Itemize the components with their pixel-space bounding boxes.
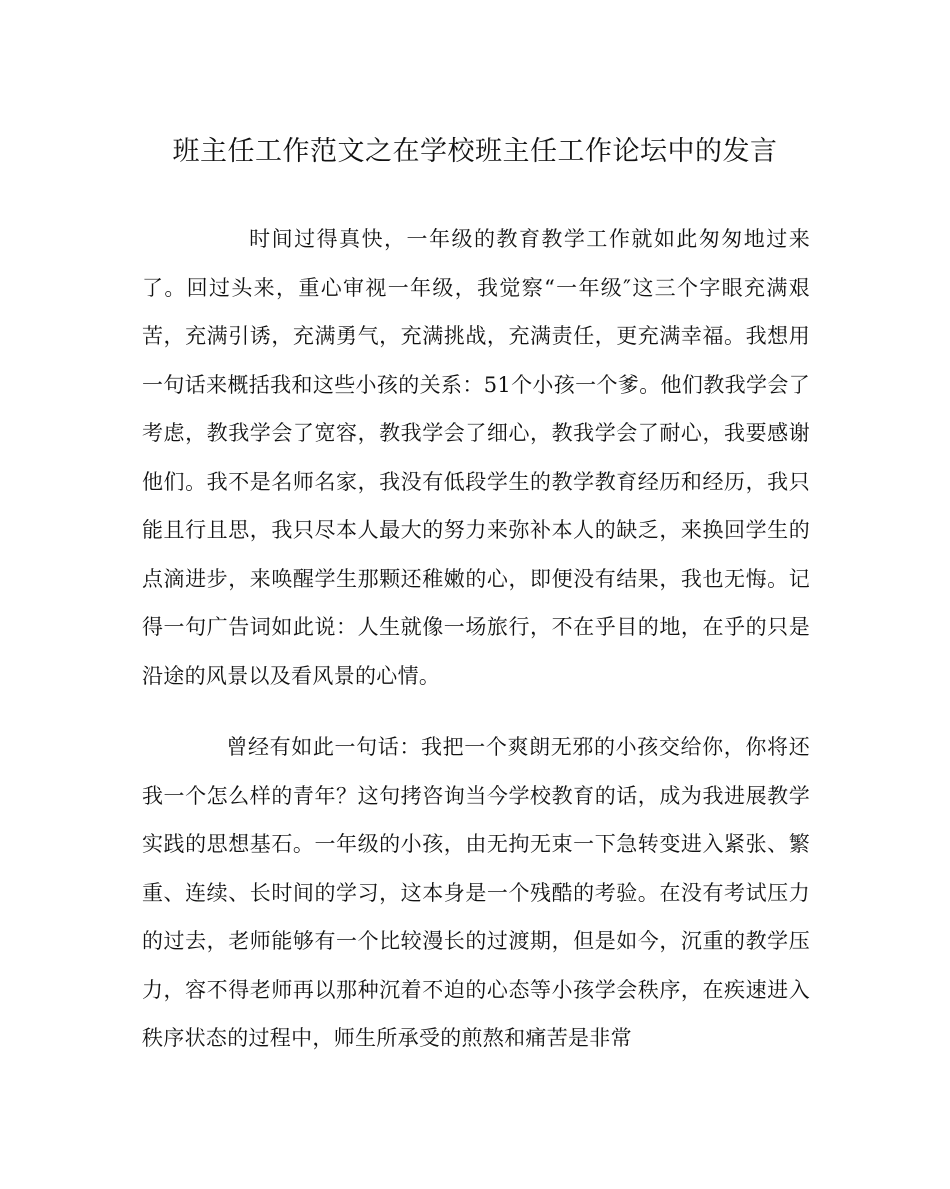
paragraph-2: [142, 723, 810, 1063]
paragraph-1-text: 时间过得真快，一年级的教育教学工作就如此匆匆地过来了。回过头来，重心审视一年级，我觉察“一年级″这三个字眼充满艰苦，充满引诱，充满勇气，充满挑战，充满责任，更充满幸福。我想用一句话来概括我和这些小孩的关系：51个小孩一个爹。他们教我学会了考虑，教我学会了宽容，教我学会了细心，教我学会了耐心，我要感谢他们。我不是名师名家，我没有低段学生的教学教育经历和经历，我只能且行且思，我只尽本人最大的努力来弥补本人的缺乏，来换回学生的点滴进步，来唤醒学生那颗还稚嫩的心，即便没有结果，我也无悔。记得一句广告词如此说：人生就像一场旅行，不在乎目的地，在乎的只是沿途的风景以及看风景的心情。: [142, 227, 810, 688]
document-title: 班主任工作范文之在学校班主任工作论坛中的发言: [172, 136, 778, 167]
paragraph-2-text: 曾经有如此一句话：我把一个爽朗无邪的小孩交给你，你将还我一个怎么样的青年？这句拷咨询当今学校教育的话，成为我进展教学实践的思想基石。一年级的小孩，由无拘无束一下急转变进入紧张、繁重、连续、长时间的学习，这本身是一个残酷的考验。在没有考试压力的过去，老师能够有一个比较漫长的过渡期，但是如今，沉重的教学压力，容不得老师再以那种沉着不迫的心态等小孩学会秩序，在疾速进入秩序状态的过程中，师生所承受的煎熬和痛苦是非常: [142, 735, 810, 1050]
paragraph-1: [142, 215, 810, 700]
